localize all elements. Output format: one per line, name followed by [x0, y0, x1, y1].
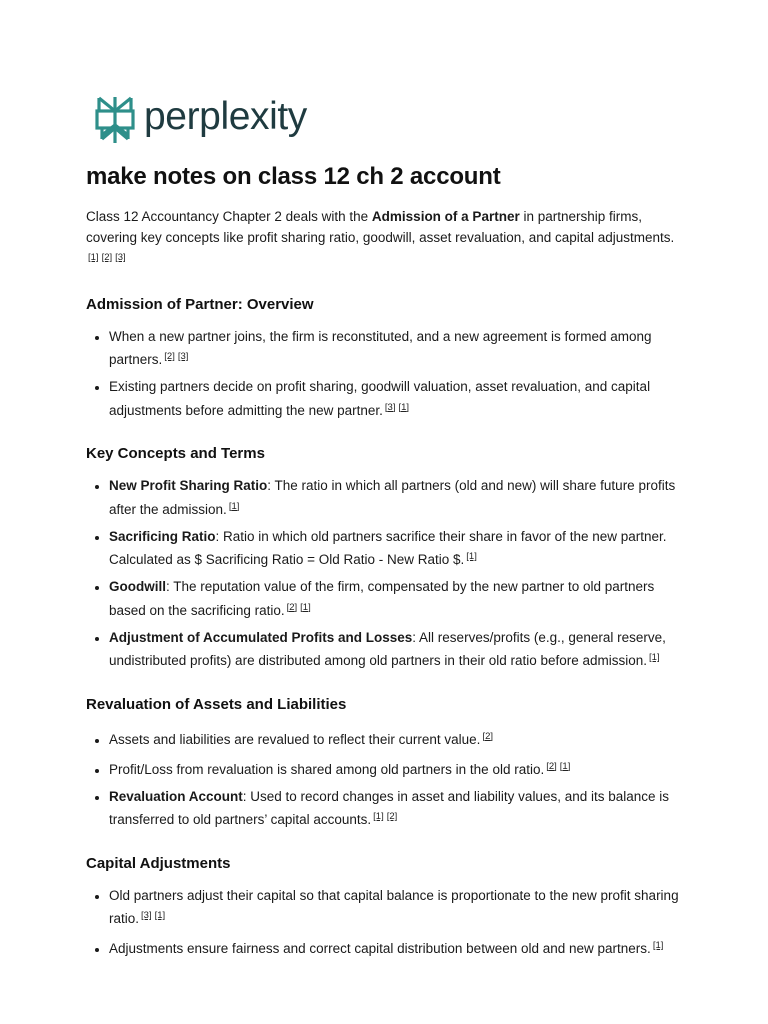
list-item-term: Adjustment of Accumulated Profits and Losses — [109, 629, 413, 645]
section-heading: Capital Adjustments — [86, 854, 231, 872]
citation-link[interactable]: [2] — [482, 730, 493, 742]
citation-link[interactable]: [2] — [286, 601, 298, 613]
citation-link[interactable]: [1] — [373, 811, 384, 822]
citation-link[interactable]: [1] — [300, 601, 311, 613]
list-item — [109, 527, 686, 571]
list-item — [109, 757, 686, 781]
citation-link[interactable]: [1] — [649, 652, 660, 663]
list-item-text: : All reserves/profits (e.g., general reserve, undistributed profits) are distributed among old partners in their old ratio before admission. — [109, 629, 666, 668]
citation-link[interactable]: [3] — [384, 401, 396, 413]
citation-link[interactable]: [2] — [164, 351, 175, 362]
list-item-text: Existing partners decide on profit sharing, goodwill valuation, asset revaluation, and capital adjustments before admitting the new partner. — [109, 379, 651, 418]
intro-text-pre: Class 12 Accountancy Chapter 2 deals with the — [86, 209, 372, 224]
citation-link[interactable]: [1] — [228, 500, 240, 512]
perplexity-logo — [94, 94, 307, 146]
brand-name: perplexity — [144, 94, 307, 138]
citation-link[interactable]: [1] — [398, 401, 410, 413]
intro-paragraph — [86, 207, 686, 272]
intro-text-bold: Admission of a Partner — [371, 209, 520, 224]
list-item-text: Old partners adjust their capital so that capital balance is proportionate to the new profit sharing ratio. — [109, 887, 679, 926]
citation-link[interactable]: [1] — [466, 551, 477, 562]
citation-link[interactable]: [2] — [386, 811, 398, 822]
list-item — [109, 476, 686, 520]
list-item-text: : Ratio in which old partners sacrifice their share in favor of the new partner. Calculated as $ Sacrificing Ratio = Old Ratio - New Ratio $. — [109, 528, 667, 567]
section-heading: Key Concepts and Terms — [86, 445, 265, 462]
intro-text-post: in partnership firms, covering key concepts like profit sharing ratio, goodwill, asset revaluation, and capital adjustments. — [86, 209, 675, 245]
bullet-list — [86, 476, 686, 672]
page-title: make notes on class 12 ch 2 account — [86, 163, 501, 190]
sections-container — [86, 294, 686, 960]
list-item — [109, 327, 686, 371]
citation-link[interactable]: [1] — [559, 760, 571, 772]
document-content — [86, 160, 686, 966]
list-item-text: Profit/Loss from revaluation is shared among old partners in the old ratio. — [109, 761, 545, 777]
list-item-term: Goodwill — [109, 579, 166, 594]
section-heading: Admission of Partner: Overview — [86, 295, 314, 313]
list-item-text: : Used to record changes in asset and liability values, and its balance is transferred to old partners’ capital accounts. — [109, 788, 670, 827]
list-item-text: Assets and liabilities are revalued to reflect their current value. — [109, 731, 481, 747]
citation-link[interactable]: [1] — [652, 940, 664, 951]
list-item-term: Sacrificing Ratio — [109, 528, 216, 544]
list-item — [109, 787, 686, 831]
list-item-term: Revaluation Account — [109, 788, 243, 804]
citation-link[interactable]: [2] — [101, 252, 113, 263]
list-item-text: Adjustments ensure fairness and correct capital distribution between old and new partners. — [109, 941, 651, 956]
list-item — [109, 377, 686, 421]
citation-link[interactable]: [3] — [115, 252, 126, 263]
list-item-text: : The ratio in which all partners (old and new) will share future profits after the admission. — [109, 478, 676, 517]
list-item — [109, 936, 686, 960]
citation-link[interactable]: [1] — [88, 252, 99, 263]
citation-link[interactable]: [1] — [154, 910, 166, 921]
perplexity-logo-icon — [94, 95, 136, 145]
list-item — [109, 577, 686, 621]
citation-link[interactable]: [3] — [141, 910, 152, 921]
bullet-list — [86, 327, 686, 422]
section-heading: Revaluation of Assets and Liabilities — [86, 695, 347, 713]
bullet-list — [86, 727, 686, 831]
list-item — [109, 727, 686, 751]
citation-link[interactable]: [3] — [177, 351, 189, 362]
list-item-term: New Profit Sharing Ratio — [109, 478, 268, 493]
list-item-text: : The reputation value of the firm, compensated by the new partner to old partners based on the sacrificing ratio. — [109, 579, 655, 618]
citation-link[interactable]: [2] — [546, 760, 557, 772]
list-item-text: When a new partner joins, the firm is reconstituted, and a new agreement is formed among partners. — [109, 328, 652, 367]
list-item — [109, 628, 686, 672]
list-item — [109, 886, 686, 930]
bullet-list — [86, 886, 686, 960]
